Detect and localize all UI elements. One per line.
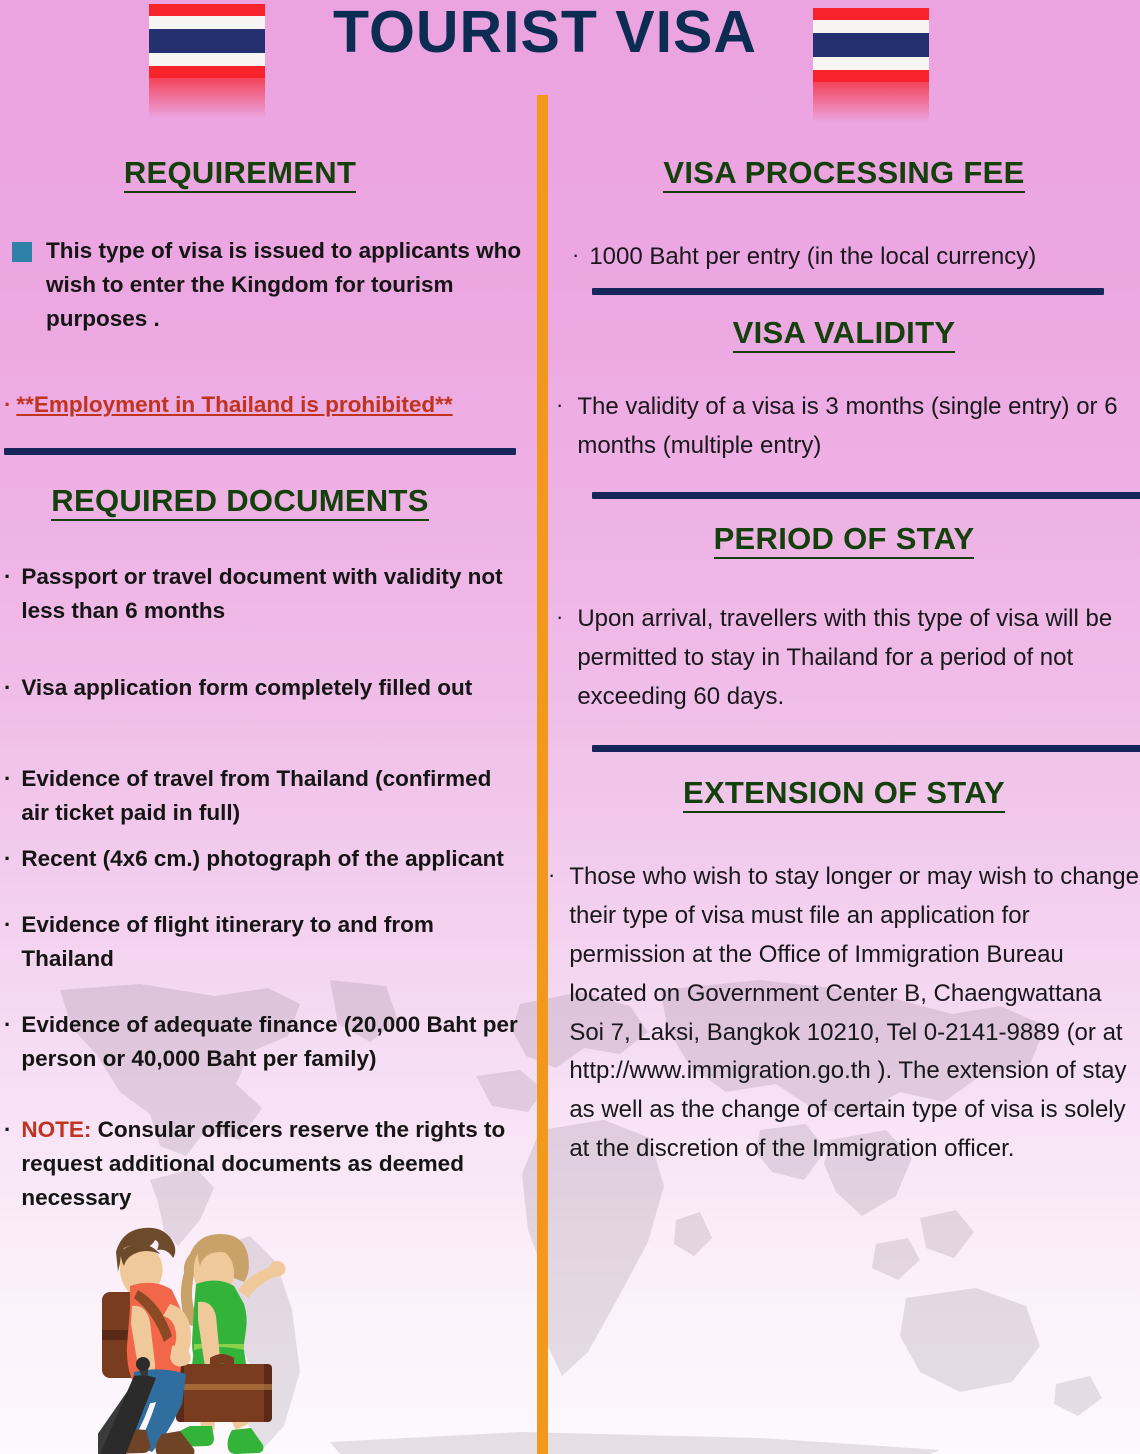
document-item-5 [4,908,524,976]
bullet-dot-icon: · [556,604,564,629]
heading-requirement-text: REQUIREMENT [124,155,356,193]
rule-under-requirement [4,448,516,455]
square-bullet-icon [12,242,32,262]
bullet-dot-icon: · [548,862,556,887]
heading-requirement [0,155,480,191]
bullet-dot-icon: · [572,242,580,267]
processing-fee-item [572,238,1132,277]
processing-fee-text: 1000 Baht per entry (in the local currency) [589,243,1037,270]
heading-extension-of-stay [548,775,1140,811]
requirement-body-text: This type of visa is issued to applicants who wish to enter the Kingdom for tourism purposes . [46,238,522,332]
extension-of-stay-text: Those who wish to stay longer or may wish to change their type of visa must file an application for permission at the Office of Immigration Bureau located on Government Center B, Chaengwattana Soi 7, Laksi, Bangkok 10210, Tel 0-2141-9889 (or at http://www.immigration.go.th ). The extension of stay as well as the change of certain type of visa is solely at the discretion of the Immigration officer. [569,863,1139,1163]
heading-required-documents [0,483,480,519]
rule-under-processing-fee [592,288,1104,295]
flag-reflection [813,82,929,122]
heading-visa-processing-fee-text: VISA PROCESSING FEE [663,155,1024,193]
document-item-2 [4,671,532,705]
flag-stripe-blue [813,33,929,58]
heading-visa-validity-text: VISA VALIDITY [733,315,956,353]
page-title: TOURIST VISA [333,0,757,65]
bullet-dot-icon: · [4,846,12,871]
bullet-dot-icon: · [4,1117,12,1142]
bullet-dot-icon: · [4,675,12,700]
heading-visa-processing-fee [548,155,1140,191]
validity-item [556,388,1134,466]
period-of-stay-text: Upon arrival, travellers with this type of visa will be permitted to stay in Thailand for a period of not exceeding 60 days. [577,605,1113,710]
document-item-6 [4,1008,524,1076]
document-item-text: Visa application form completely filled out [21,675,473,700]
bullet-dot-icon: · [4,564,12,589]
requirement-body-row [12,234,528,337]
heading-required-documents-text: REQUIRED DOCUMENTS [51,483,428,521]
document-item-text: Recent (4x6 cm.) photograph of the applicant [21,846,504,871]
flag-stripe-red-top [813,8,929,20]
bullet-dot-icon: · [4,766,12,791]
documents-note-row [4,1113,528,1216]
note-text: Consular officers reserve the rights to request additional documents as deemed necessary [21,1117,506,1211]
employment-prohibited-alert: **Employment in Thailand is prohibited** [16,392,453,417]
document-item-text: Evidence of flight itinerary to and from Thailand [21,912,434,972]
bullet-dot-icon: · [4,392,12,417]
requirement-alert-row [4,388,534,422]
flag-stripe-red-bottom [813,70,929,82]
extension-of-stay-item [548,858,1140,1169]
document-item-3 [4,762,524,830]
flag-stripe-white-top [149,16,265,28]
thailand-flag-left [149,4,265,78]
document-item-text: Evidence of adequate finance (20,000 Baht per person or 40,000 Baht per family) [21,1012,518,1072]
flag-stripe-blue [149,29,265,54]
bullet-dot-icon: · [4,912,12,937]
column-divider [537,95,548,1454]
heading-period-of-stay [548,521,1140,557]
validity-text: The validity of a visa is 3 months (single entry) or 6 months (multiple entry) [577,393,1118,459]
document-item-4 [4,842,538,876]
bullet-dot-icon: · [4,1012,12,1037]
heading-period-of-stay-text: PERIOD OF STAY [714,521,975,559]
thailand-flag-right [813,8,929,82]
bullet-dot-icon: · [556,392,564,417]
flag-stripe-white-bottom [813,57,929,69]
flag-reflection [149,78,265,118]
document-item-1 [4,560,524,628]
flag-stripe-white-top [813,20,929,32]
rule-under-period-of-stay [592,745,1140,752]
travellers-illustration [98,1218,368,1454]
document-item-text: Passport or travel document with validity not less than 6 months [21,564,503,624]
note-label: NOTE: [21,1117,92,1142]
rule-under-validity [592,492,1140,499]
document-item-text: Evidence of travel from Thailand (confirmed air ticket paid in full) [21,766,492,826]
heading-visa-validity [548,315,1140,351]
flag-stripe-red-top [149,4,265,16]
flag-stripe-white-bottom [149,53,265,65]
flag-stripe-red-bottom [149,66,265,78]
heading-extension-of-stay-text: EXTENSION OF STAY [683,775,1005,813]
period-of-stay-item [556,600,1140,717]
